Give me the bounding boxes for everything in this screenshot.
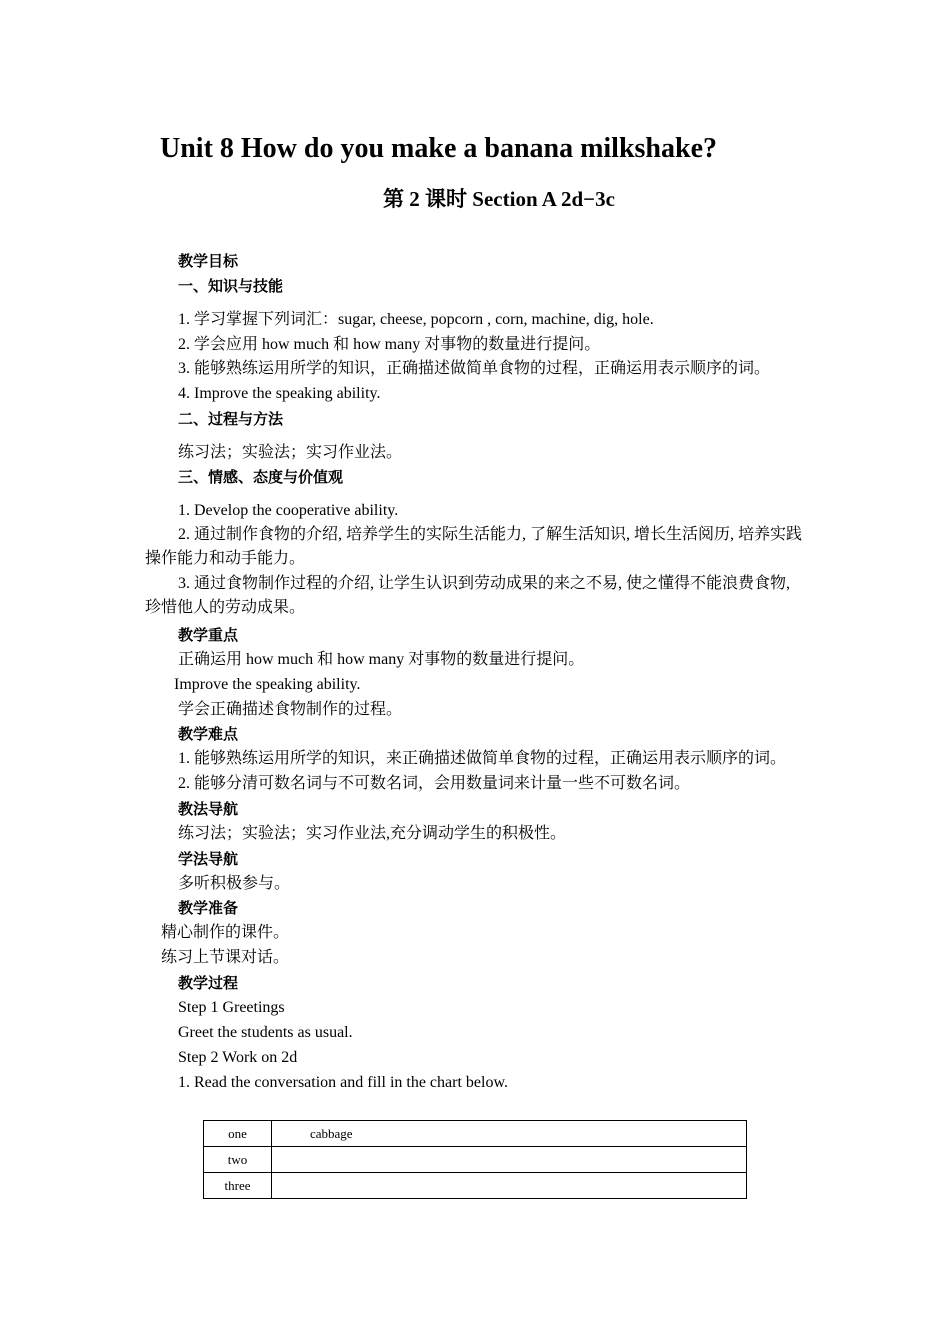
teaching-method-text: 练习法；实验法；实习作业法,充分调动学生的积极性。 [178,825,567,842]
objective-item: 3. 能够熟练运用所学的知识，正确描述做简单食物的过程，正确运用表示顺序的词。 [178,360,771,377]
row-label: two [204,1147,272,1173]
key-point-item: 学会正确描述食物制作的过程。 [178,701,403,718]
process-step: 1. Read the conversation and fill in the chart below. [178,1074,508,1091]
learning-method-text: 多听积极参与。 [178,875,291,892]
table-row [204,1173,747,1199]
process-step: Greet the students as usual. [178,1024,353,1041]
section-attitude-heading: 三、情感、态度与价值观 [178,468,344,486]
difficult-point-item: 2. 能够分清可数名词与不可数名词，会用数量词来计量一些不可数名词。 [178,775,691,792]
teaching-process-heading: 教学过程 [178,974,239,992]
row-label: three [204,1173,272,1199]
row-label: one [204,1121,272,1147]
process-step: Step 1 Greetings [178,999,285,1016]
section-knowledge-heading: 一、知识与技能 [178,277,284,295]
fill-in-chart [203,1120,747,1199]
key-point-item: 正确运用 how much 和 how many 对事物的数量进行提问。 [178,651,585,668]
difficult-points-heading: 教学难点 [178,725,239,743]
objectives-heading: 教学目标 [178,252,239,270]
preparation-heading: 教学准备 [178,899,239,917]
learning-method-heading: 学法导航 [178,850,239,868]
section-process-heading: 二、过程与方法 [178,410,284,428]
table-row [204,1121,747,1147]
preparation-item: 精心制作的课件。 [161,924,290,941]
attitude-item: 2. 通过制作食物的介绍, 培养学生的实际生活能力, 了解生活知识, 增长生活阅历, 培养实践操作能力和动手能力。 [145,526,803,567]
table-row [204,1147,747,1173]
preparation-item: 练习上节课对话。 [161,949,290,966]
row-value [272,1173,747,1199]
row-value [272,1147,747,1173]
key-points-heading: 教学重点 [178,626,239,644]
document-title: Unit 8 How do you make a banana milkshake? [160,133,718,164]
process-step: Step 2 Work on 2d [178,1049,298,1066]
lesson-subtitle: 第 2 课时 Section A 2d−3c [383,187,615,211]
key-point-item: Improve the speaking ability. [174,676,361,693]
objective-item: 2. 学会应用 how much 和 how many 对事物的数量进行提问。 [178,336,601,353]
attitude-item: 3. 通过食物制作过程的介绍, 让学生认识到劳动成果的来之不易, 使之懂得不能浪费食物, 珍惜他人的劳动成果。 [145,575,791,616]
attitude-item: 1. Develop the cooperative ability. [178,502,399,519]
difficult-point-item: 1. 能够熟练运用所学的知识，来正确描述做简单食物的过程，正确运用表示顺序的词。 [178,750,787,767]
teaching-method-heading: 教法导航 [178,800,239,818]
process-method-text: 练习法；实验法；实习作业法。 [178,444,403,461]
objective-item: 1. 学习掌握下列词汇：sugar, cheese, popcorn , corn, machine, dig, hole. [178,311,654,328]
row-value: cabbage [272,1121,747,1147]
objective-item: 4. Improve the speaking ability. [178,385,381,402]
